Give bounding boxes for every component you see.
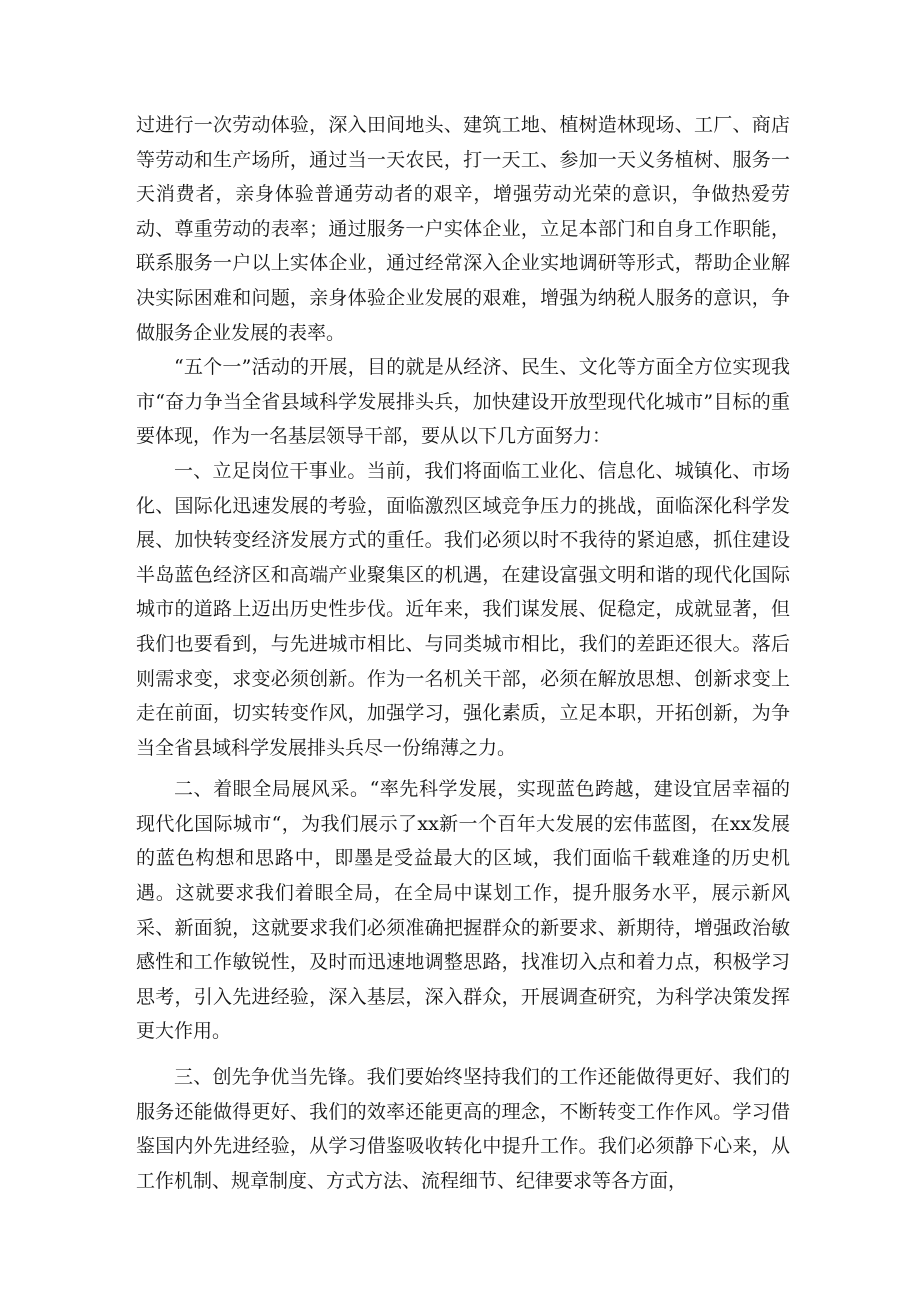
- paragraph-labor-experience: 过进行一次劳动体验，深入田间地头、建筑工地、植树造林现场、工厂、商店等劳动和生产场所，通过当一天农民，打一天工、参加一天义务植树、服务一天消费者，亲身体验普通劳动者的艰辛，增强劳动光荣的意识，争做热爱劳动、尊重劳动的表率；通过服务一户实体企业，立足本部门和自身工作职能，联系服务一户以上实体企业，通过经常深入企业实地调研等形式，帮助企业解决实际困难和问题，亲身体验企业发展的艰难，增强为纳税人服务的意识，争做服务企业发展的表率。: [136, 114, 790, 344]
- paragraph-section-one: 一、立足岗位干事业。当前，我们将面临工业化、信息化、城镇化、市场化、国际化迅速发展的考验，面临激烈区域竞争压力的挑战，面临深化科学发展、加快转变经济发展方式的重任。我们必须以时不我待的紧迫感，抓住建设半岛蓝色经济区和高端产业聚集区的机遇，在建设富强文明和谐的现代化国际城市的道路上迈出历史性步伐。近年来，我们谋发展、促稳定，成就显著，但我们也要看到，与先进城市相比、与同类城市相比，我们的差距还很大。落后则需求变，求变必须创新。作为一名机关干部，必须在解放思想、创新求变上走在前面，切实转变作风，加强学习，强化素质，立足本职，开拓创新，为争当全省县域科学发展排头兵尽一份绵薄之力。: [136, 459, 790, 759]
- document-page: [136, 108, 790, 1198]
- paragraph-section-two: 二、着眼全局展风采。“率先科学发展，实现蓝色跨越，建设宜居幸福的现代化国际城市“，为我们展示了xx新一个百年大发展的宏伟蓝图，在xx发展的蓝色构想和思路中，即墨是受益最大的区域，我们面临千载难逢的历史机遇。这就要求我们着眼全局，在全局中谋划工作，提升服务水平，展示新风采、新面貌，这就要求我们必须准确把握群众的新要求、新期待，增强政治敏感性和工作敏锐性，及时而迅速地调整思路，找准切入点和着力点，积极学习思考，引入先进经验，深入基层，深入群众，开展调查研究，为科学决策发挥更大作用。: [136, 778, 790, 1043]
- paragraph-five-ones: “五个一”活动的开展，目的就是从经济、民生、文化等方面全方位实现我市“奋力争当全省县域科学发展排头兵，加快建设开放型现代化城市”目标的重要体现，作为一名基层领导干部，要从以下几方面努力：: [136, 356, 790, 448]
- paragraph-section-three: 三、创先争优当先锋。我们要始终坚持我们的工作还能做得更好、我们的服务还能做得更好、我们的效率还能更高的理念，不断转变工作作风。学习借鉴国内外先进经验，从学习借鉴吸收转化中提升工作。我们必须静下心来，从工作机制、规章制度、方式方法、流程细节、纪律要求等各方面，: [136, 1066, 790, 1192]
